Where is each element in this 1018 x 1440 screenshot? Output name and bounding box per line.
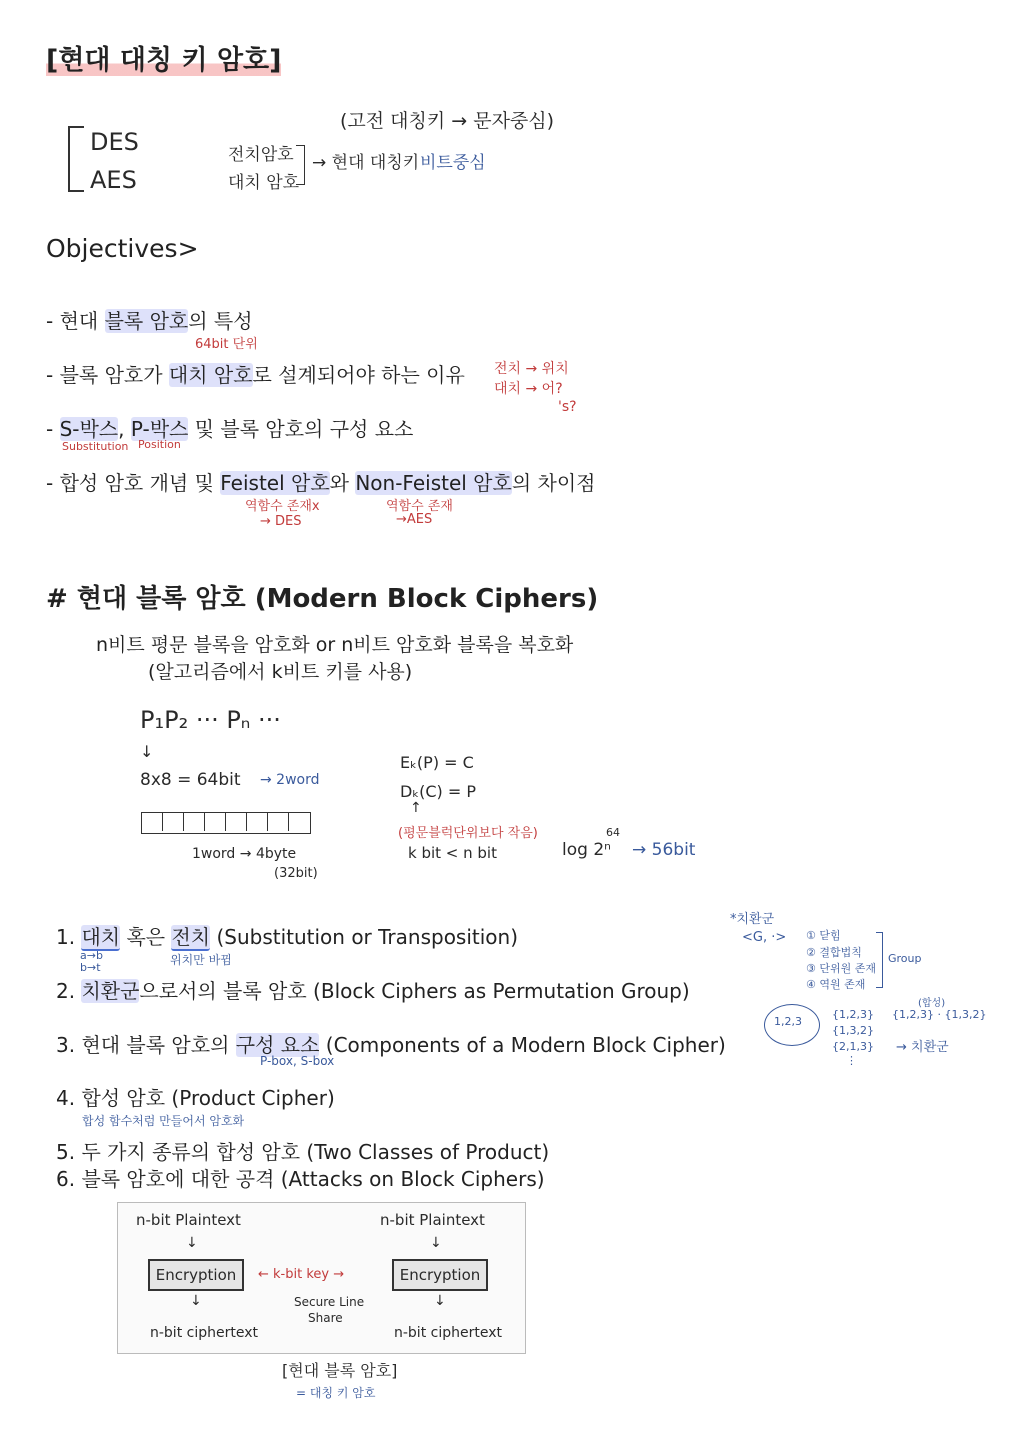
diagram-caption-sub: = 대칭 키 암호: [296, 1386, 376, 1400]
group-bracket: [876, 932, 883, 988]
perm-item: ⋮: [846, 1054, 857, 1067]
key-size-note: (평문블럭단위보다 작음): [398, 826, 538, 841]
objective-item: - S-박스, P-박스 및 블록 암호의 구성 요소: [46, 417, 414, 441]
plaintext-sequence: P₁P₂ ··· Pₙ ···: [140, 706, 281, 734]
secure-line: Secure Line: [294, 1295, 365, 1309]
arrow-down-icon: ↓: [434, 1293, 446, 1309]
topic-item: 2. 치환군으로서의 블록 암호 (Block Ciphers as Permutation Group): [56, 979, 690, 1003]
objective-item: - 합성 암호 개념 및 Feistel 암호와 Non-Feistel 암호의 차이점: [46, 471, 596, 495]
topic-item: 3. 현대 블록 암호의 구성 요소 (Components of a Modern Block Cipher): [56, 1033, 726, 1057]
note-substitute: 대치 → 어?: [494, 381, 563, 397]
note-position: Position: [138, 438, 181, 451]
left-encryption-box: Encryption: [148, 1259, 244, 1291]
up-arrow: ↑: [410, 800, 422, 816]
encrypt-formula: Eₖ(P) = C: [400, 753, 474, 772]
combine-expr: {1,2,3} · {1,3,2}: [892, 1008, 987, 1021]
perm-item: {2,1,3}: [832, 1040, 874, 1053]
modern-note: → 현대 대칭키: [312, 153, 420, 173]
topic-item: 1. 대치 혹은 전치 (Substitution or Transposition): [56, 925, 519, 949]
section-line1: n비트 평문 블록을 암호화 or n비트 암호화 블록을 복호화: [96, 634, 574, 656]
note-inverse-exists: 역함수 존재: [386, 499, 453, 514]
diagram-caption: [현대 블록 암호]: [282, 1361, 398, 1380]
method-transposition: 전치암호: [228, 145, 294, 165]
word-size: 1word → 4byte: [192, 846, 297, 862]
note-a-b: a→b: [80, 949, 103, 962]
arrow-down-icon: ↓: [430, 1235, 442, 1251]
page-title: [현대 대칭 키 암호]: [46, 45, 282, 76]
group-prop: ③ 단위원 존재: [806, 962, 876, 975]
set-label: 1,2,3: [774, 1015, 802, 1028]
symmetric-cipher-diagram: [117, 1202, 526, 1354]
objective-item: - 현대 블록 암호의 특성: [46, 309, 253, 333]
right-ciphertext: n-bit ciphertext: [394, 1325, 502, 1341]
objectives-heading: Objectives>: [46, 234, 199, 263]
group-title: *치환군: [730, 912, 775, 927]
group-prop: ① 닫힘: [806, 929, 841, 942]
note-to-des: → DES: [260, 514, 302, 529]
perm-item: {1,2,3}: [832, 1008, 874, 1021]
topic-item: 6. 블록 암호에 대한 공격 (Attacks on Block Ciphers): [56, 1167, 545, 1191]
note-to-aes: →AES: [396, 512, 433, 527]
objective-item: - 블록 암호가 대치 암호로 설계되어야 하는 이유: [46, 363, 465, 387]
bracket-left: [68, 126, 84, 192]
arrow-down: ↓: [140, 742, 154, 761]
word-note: → 2word: [260, 772, 320, 788]
combine-label: (합성): [918, 998, 946, 1009]
arrow-down-icon: ↓: [186, 1235, 198, 1251]
bracket-right: [296, 145, 305, 185]
note-64bit: 64bit 단위: [195, 337, 258, 352]
key-arrow: ← k-bit key →: [258, 1267, 345, 1282]
algo-des: DES: [90, 128, 139, 156]
note-product: 합성 함수처럼 만들어서 암호화: [82, 1114, 245, 1128]
note-transpose: 전치 → 위치: [494, 361, 569, 377]
bit-focus-note: 비트중심: [420, 153, 486, 173]
section-line2: (알고리즘에서 k비트 키를 사용): [148, 661, 413, 683]
perm-item: {1,3,2}: [832, 1024, 874, 1037]
algo-aes: AES: [90, 166, 137, 194]
left-ciphertext: n-bit ciphertext: [150, 1325, 258, 1341]
result-label: → 치환군: [896, 1040, 949, 1055]
decrypt-formula: Dₖ(C) = P: [400, 782, 477, 801]
share-label: Share: [308, 1311, 343, 1325]
log-exponent: 64: [606, 826, 620, 839]
block-size: 8x8 = 64bit: [140, 770, 241, 790]
word-bits: (32bit): [274, 866, 318, 881]
topic-item: 5. 두 가지 종류의 합성 암호 (Two Classes of Product): [56, 1140, 550, 1164]
method-substitution: 대치 암호: [228, 173, 300, 193]
group-pair: <G, ·>: [742, 930, 787, 945]
topic-item: 4. 합성 암호 (Product Cipher): [56, 1086, 335, 1110]
note-question: 's?: [558, 399, 577, 415]
note-substitution: Substitution: [62, 440, 129, 453]
arrow-down-icon: ↓: [190, 1293, 202, 1309]
classic-note: (고전 대칭키 → 문자중심): [340, 110, 555, 132]
right-encryption-box: Encryption: [392, 1259, 488, 1291]
note-b-t: b→t: [80, 961, 101, 974]
right-plaintext: n-bit Plaintext: [380, 1211, 485, 1229]
note-inverse-none: 역함수 존재x: [245, 499, 320, 514]
section-heading: # 현대 블록 암호 (Modern Block Ciphers): [46, 584, 599, 614]
log-expression: log 2ⁿ: [562, 840, 611, 860]
key-relation: k bit < n bit: [408, 844, 497, 862]
log-result: → 56bit: [632, 840, 696, 860]
group-prop: ④ 역원 존재: [806, 978, 866, 991]
left-plaintext: n-bit Plaintext: [136, 1211, 241, 1229]
note-position-only: 위치만 바뀜: [170, 953, 232, 967]
note-pbox-sbox: P-box, S-box: [260, 1054, 335, 1068]
group-label: Group: [888, 952, 922, 965]
block-drawing: [141, 812, 311, 834]
group-prop: ② 결합법칙: [806, 946, 862, 959]
